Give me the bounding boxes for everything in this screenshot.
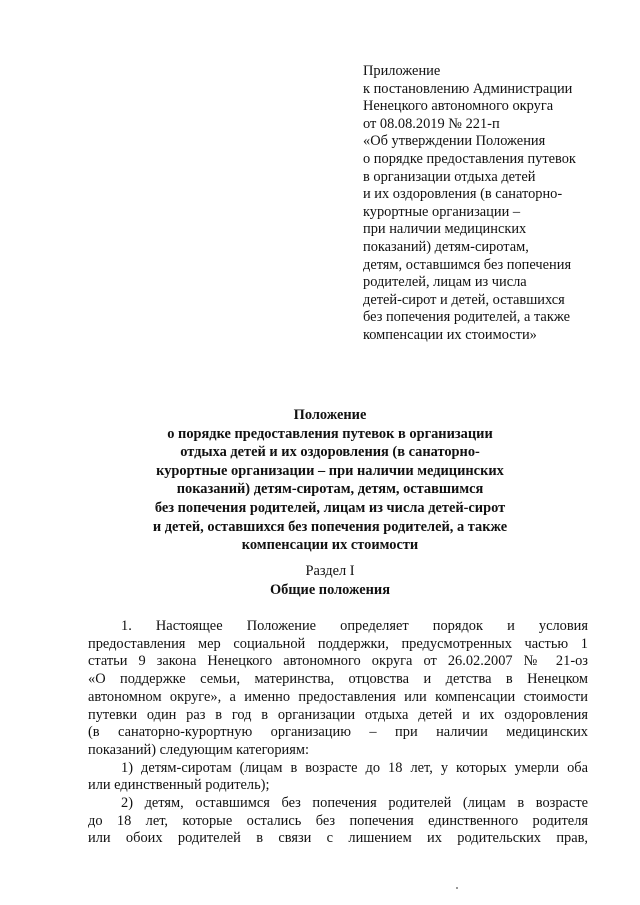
body-line: «О поддержке семьи, материнства, отцовства и детства в Ненецком xyxy=(88,671,588,688)
body-text xyxy=(88,618,588,848)
title-line: компенсации их стоимости xyxy=(241,537,419,554)
section-number: Раздел I xyxy=(305,563,355,579)
body-line: или обоих родителей в связи с лишением их родительских прав, xyxy=(88,830,588,847)
scan-speck xyxy=(456,887,458,889)
appendix-line: детей-сирот и детей, оставшихся xyxy=(363,291,565,308)
body-line: показаний) следующим категориям: xyxy=(88,741,309,758)
document-title xyxy=(100,406,560,555)
section-heading xyxy=(100,562,560,599)
appendix-line: родителей, лицам из числа xyxy=(363,274,527,291)
appendix-line: показаний) детям-сиротам, xyxy=(363,238,529,255)
appendix-line: при наличии медицинских xyxy=(363,221,527,238)
body-line: до 18 лет, которые остались без попечения единственного родителя xyxy=(88,812,588,829)
body-line: предоставления мер социальной поддержки, предусмотренных частью 1 xyxy=(88,635,588,652)
appendix-line: Ненецкого автономного округа xyxy=(363,98,554,115)
body-line: (в санаторно-курортную организацию – при наличии медицинских xyxy=(88,724,588,741)
body-line: статьи 9 закона Ненецкого автономного округа от 26.02.2007 № 21-оз xyxy=(88,653,588,670)
appendix-line: компенсации их стоимости» xyxy=(363,326,537,343)
appendix-line: в организации отдыха детей xyxy=(363,168,536,185)
appendix-line: детям, оставшимся без попечения xyxy=(363,256,572,273)
appendix-line: и их оздоровления (в санаторно- xyxy=(363,186,563,203)
body-line: 1. Настоящее Положение определяет порядок и условия xyxy=(121,618,588,634)
body-line: 1) детям-сиротам (лицам в возрасте до 18 лет, у которых умерли оба xyxy=(121,759,588,776)
appendix-line: от 08.08.2019 № 221-п xyxy=(363,115,500,132)
appendix-line: «Об утверждении Положения xyxy=(363,133,546,150)
body-line: автономном округе», а именно предоставления или компенсации стоимости xyxy=(88,688,588,705)
title-line: показаний) детям-сиротам, детям, оставшимся xyxy=(176,481,484,498)
appendix-line: к постановлению Администрации xyxy=(363,80,573,97)
appendix-line: без попечения родителей, а также xyxy=(363,309,570,326)
appendix-line: Приложение xyxy=(363,63,441,79)
title-line: курортные организации – при наличии медицинских xyxy=(156,462,504,479)
title-line: и детей, оставшихся без попечения родителей, а также xyxy=(152,518,508,535)
appendix-line: курортные организации – xyxy=(363,203,521,220)
body-line: или единственный родитель); xyxy=(88,777,270,794)
section-name: Общие положения xyxy=(269,581,391,598)
title-line: о порядке предоставления путевок в организации xyxy=(167,425,493,442)
body-line: путевки один раз в год в организации отдыха детей и их оздоровления xyxy=(88,706,588,723)
title-line: без попечения родителей, лицам из числа детей-сирот xyxy=(154,499,506,516)
appendix-header xyxy=(363,63,623,345)
body-line: 2) детям, оставшимся без попечения родителей (лицам в возрасте xyxy=(121,795,588,812)
title-line: отдыха детей и их оздоровления (в санаторно- xyxy=(180,444,480,461)
appendix-line: о порядке предоставления путевок xyxy=(363,150,576,167)
title-line: Положение xyxy=(293,407,367,423)
